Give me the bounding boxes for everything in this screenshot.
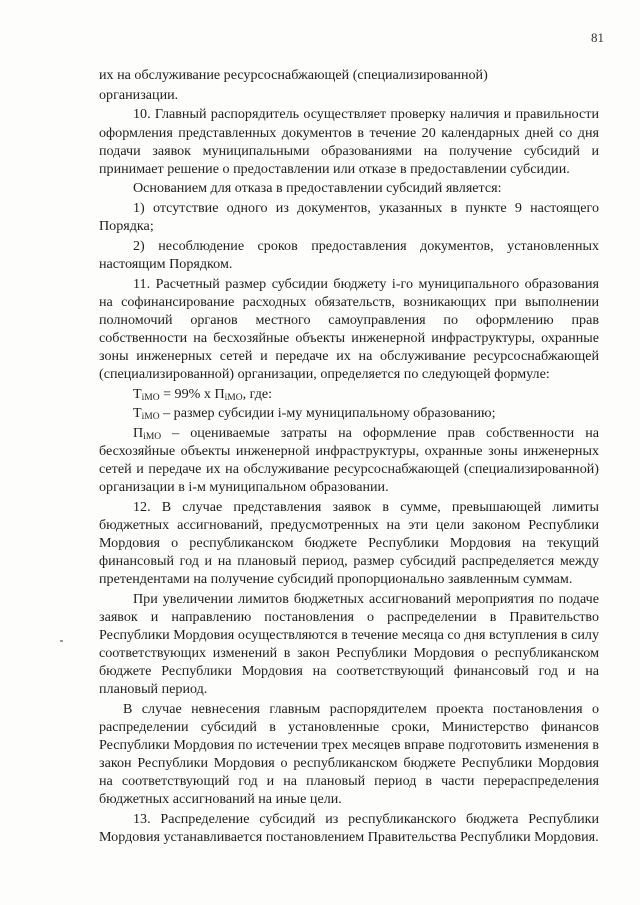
document-body bbox=[99, 66, 599, 848]
definition-p bbox=[99, 424, 599, 496]
paragraph-12: 12. В случае представления заявок в сумме, превышающей лимиты бюджетных ассигнований, предусмотренных на эти цели законом Республики Мордовия о республиканском бюджете Республики Мордовия на текущий финансовый год и на плановый период, размер субсидий распределяется между претендентами на получение субсидий пропорционально заявленным суммам. bbox=[99, 498, 599, 588]
def-p-text: – оцениваемые затраты на оформление прав собственности на бесхозяйные объекты инженерной инфраструктуры, охранные зоны инженерных сетей и передаче их на обслуживание ресурсоснабжающей (специализированной) организации в i-м муниципальном образовании. bbox=[99, 425, 599, 496]
paragraph-11: 11. Расчетный размер субсидии бюджету i-го муниципального образования на софинансирование расходных обязательств, возникающих при выполнении полномочий органов местного самоуправления по оформлению прав собственности на бесхозяйные объекты инженерной инфраструктуры, охранные зоны инженерных сетей и передаче их на обслуживание ресурсоснабжающей (специализированной) организации, определяется по следующей формуле: bbox=[99, 275, 599, 382]
paragraph-12-limits: При увеличении лимитов бюджетных ассигнований мероприятия по подаче заявок и направлению постановления о распределении в Правительство Республики Мордовия осуществляются в течение месяца со дня вступления в силу соответствующих изменений в закон Республики Мордовия о республиканском бюджете Республики Мордовия на соответствующий финансовый год и на плановый период. bbox=[99, 590, 599, 698]
refusal-intro: Основанием для отказа в предоставлении субсидий является: bbox=[133, 180, 502, 197]
paragraph-10: 10. Главный распорядитель осуществляет проверку наличия и правильности оформления представленных документов в течение 20 календарных дней со дня подачи заявок муниципальными образованиями на получение субсидий и принимает решение о предоставлении или отказе в предоставлении субсидии. bbox=[99, 106, 599, 177]
scan-speck bbox=[60, 640, 63, 642]
refusal-item-1: 1) отсутствие одного из документов, указанных в пункте 9 настоящего Порядка; bbox=[99, 200, 599, 235]
paragraph-13: 13. Распределение субсидий из республиканского бюджета Республики Мордовия устанавливается постановлением Правительства Республики Мордовия. bbox=[99, 810, 599, 845]
page-number: 81 bbox=[591, 30, 604, 45]
formula bbox=[99, 385, 599, 403]
def-p-sub: iМО bbox=[143, 432, 162, 443]
formula-sub-2: iМО bbox=[224, 392, 243, 403]
def-t-text: – размер субсидии i-му муниципальному образованию; bbox=[159, 405, 496, 422]
refusal-item-2: 2) несоблюдение сроков предоставления документов, установленных настоящим Порядком. bbox=[99, 237, 599, 272]
formula-sub-1: iМО bbox=[141, 392, 160, 403]
formula-t: Т bbox=[133, 385, 142, 402]
line-continuation: их на обслуживание ресурсоснабжающей (специализированной) bbox=[99, 67, 488, 83]
formula-end: , где: bbox=[242, 385, 273, 402]
formula-mid: = 99% х П bbox=[159, 385, 225, 402]
def-p-symbol: П bbox=[133, 425, 144, 442]
def-t-symbol: Т bbox=[133, 405, 142, 422]
paragraph-12-failure: В случае невнесения главным распорядителем проекта постановления о распределении субсидий в установленные сроки, Министерство финансов Республики Мордовия по истечении трех месяцев вправе подготовить изменения в закон Республики Мордовия о республиканском бюджете Республики Мордовия на соответствующий год и на плановый период в части перераспределения бюджетных ассигнований на иные цели. bbox=[99, 700, 599, 808]
def-t-sub: iМО bbox=[141, 412, 160, 423]
line-continuation-end: организации. bbox=[99, 86, 179, 103]
definition-t bbox=[99, 404, 599, 422]
